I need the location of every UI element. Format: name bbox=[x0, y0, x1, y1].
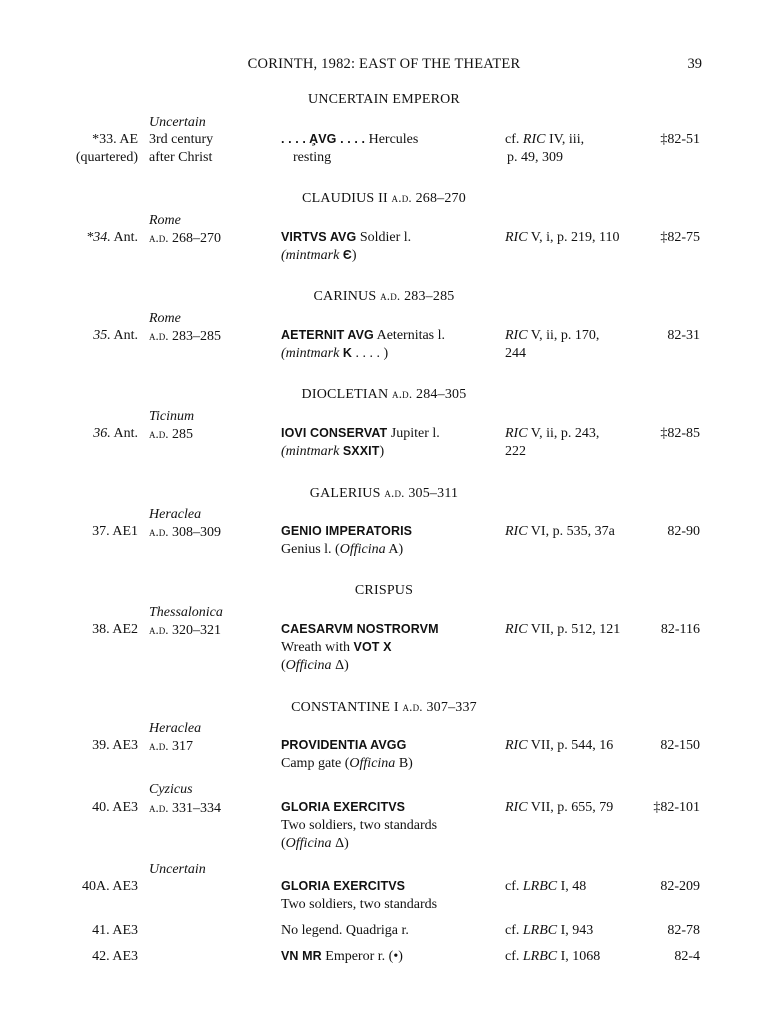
ref-work: RIC bbox=[505, 738, 528, 753]
mintmark-label: (mintmark bbox=[281, 444, 343, 459]
reference-cont: p. 49, 309 bbox=[507, 150, 563, 165]
reference bbox=[505, 523, 615, 540]
reign-dates: 283–285 bbox=[404, 289, 455, 304]
catalog-number bbox=[0, 425, 138, 442]
mintmark-value: Є bbox=[342, 248, 352, 262]
section-crispus: CRISPUS bbox=[354, 583, 414, 598]
era: a.d. bbox=[149, 738, 169, 753]
description-cont: Two soldiers, two standards bbox=[281, 818, 438, 833]
reference bbox=[505, 878, 586, 895]
reference bbox=[505, 948, 600, 965]
ref-detail: VII, p. 512, 121 bbox=[527, 622, 621, 637]
era: a.d. bbox=[149, 800, 169, 815]
date bbox=[149, 229, 221, 247]
officina-label: Officina bbox=[285, 658, 332, 673]
era: a.d. bbox=[391, 190, 412, 205]
era: a.d. bbox=[149, 328, 169, 343]
section-carinus bbox=[0, 287, 768, 305]
ref-detail: VI, p. 535, 37a bbox=[527, 524, 615, 539]
section-constantine-i bbox=[0, 698, 768, 716]
inventory-number: ‡82-75 bbox=[660, 230, 700, 245]
wreath-legend: VOT X bbox=[353, 640, 392, 654]
catalog-number: 40. AE3 bbox=[92, 800, 138, 815]
date: 3rd century bbox=[149, 132, 214, 147]
era: a.d. bbox=[380, 288, 401, 303]
catalog-number: 39. AE3 bbox=[92, 738, 138, 753]
years: 331–334 bbox=[168, 801, 221, 816]
inventory-number: 82-4 bbox=[674, 949, 700, 964]
inventory-number: 82-209 bbox=[660, 879, 700, 894]
reference bbox=[505, 799, 613, 816]
ref-detail: IV, iii, bbox=[545, 132, 585, 147]
legend: VIRTVS AVG bbox=[281, 230, 357, 244]
officina-value: A) bbox=[385, 542, 404, 557]
mintmark bbox=[281, 443, 384, 460]
ref-prefix: cf. bbox=[505, 923, 523, 938]
ref-detail: V, i, p. 219, 110 bbox=[527, 230, 620, 245]
description bbox=[281, 799, 405, 816]
inventory-number: 82-31 bbox=[667, 328, 700, 343]
mintmark bbox=[281, 345, 388, 362]
inventory-number: 82-90 bbox=[667, 524, 700, 539]
ref-detail: VII, p. 655, 79 bbox=[527, 800, 614, 815]
catalog-number: *33. AE bbox=[92, 132, 138, 147]
inventory-number: 82-116 bbox=[660, 622, 700, 637]
description bbox=[281, 948, 403, 965]
running-head: CORINTH, 1982: EAST OF THE THEATER bbox=[247, 56, 521, 72]
ref-work: RIC bbox=[505, 622, 528, 637]
mint: Heraclea bbox=[149, 721, 202, 736]
officina bbox=[281, 835, 349, 852]
officina-label: Officina bbox=[349, 756, 396, 771]
years: 285 bbox=[168, 427, 193, 442]
era: a.d. bbox=[149, 524, 169, 539]
era: a.d. bbox=[149, 230, 169, 245]
ref-detail: I, 48 bbox=[557, 879, 587, 894]
inventory-number: ‡82-101 bbox=[653, 800, 700, 815]
mintmark-value: SXXIT bbox=[342, 444, 380, 458]
reference-cont: 244 bbox=[505, 346, 526, 361]
ref-work: RIC bbox=[505, 524, 528, 539]
date bbox=[149, 737, 193, 755]
years: 308–309 bbox=[168, 525, 221, 540]
years: 320–321 bbox=[168, 623, 221, 638]
ref-work: RIC bbox=[505, 426, 528, 441]
officina-value: Δ) bbox=[331, 836, 349, 851]
denomination: Ant. bbox=[110, 230, 138, 245]
reign-dates: 307–337 bbox=[426, 700, 477, 715]
date-cont: after Christ bbox=[149, 150, 213, 165]
legend: GLORIA EXERCITVS bbox=[281, 879, 406, 893]
mintmark-value: K bbox=[342, 346, 352, 360]
description bbox=[281, 327, 445, 344]
section-uncertain-emperor: UNCERTAIN EMPEROR bbox=[308, 92, 460, 107]
mint: Heraclea bbox=[149, 507, 202, 522]
ref-work: LRBC bbox=[522, 879, 558, 894]
emperor-name: CONSTANTINE I bbox=[291, 700, 399, 715]
mintmark-label: (mintmark bbox=[281, 346, 343, 361]
type: Genius l. ( bbox=[281, 542, 340, 557]
description bbox=[281, 878, 405, 895]
ref-work: RIC bbox=[505, 328, 528, 343]
section-claudius-ii bbox=[0, 189, 768, 207]
mintmark-end: . . . . ) bbox=[351, 346, 389, 361]
legend: GENIO IMPERATORIS bbox=[281, 524, 413, 538]
date bbox=[149, 523, 221, 541]
catalog-number bbox=[0, 229, 138, 246]
emperor-name: GALERIUS bbox=[309, 486, 381, 501]
inventory-number: ‡82-51 bbox=[660, 132, 700, 147]
inventory-number: ‡82-85 bbox=[660, 426, 700, 441]
mint: Thessalonica bbox=[149, 605, 223, 620]
page-number: 39 bbox=[687, 56, 702, 72]
reference bbox=[505, 425, 599, 442]
catalog-number: 41. AE3 bbox=[92, 923, 138, 938]
legend: GLORIA EXERCITVS bbox=[281, 800, 406, 814]
ref-detail: I, 1068 bbox=[557, 949, 601, 964]
description bbox=[281, 131, 418, 148]
type: Camp gate ( bbox=[281, 756, 350, 771]
officina-label: Officina bbox=[339, 542, 386, 557]
ref-detail: V, ii, p. 170, bbox=[527, 328, 600, 343]
ref-work: RIC bbox=[505, 800, 528, 815]
date bbox=[149, 425, 193, 443]
era: a.d. bbox=[149, 622, 169, 637]
years: 268–270 bbox=[168, 231, 221, 246]
era: a.d. bbox=[392, 386, 413, 401]
ref-prefix: cf. bbox=[505, 949, 523, 964]
officina bbox=[281, 657, 349, 674]
description-cont: Two soldiers, two standards bbox=[281, 897, 438, 912]
reference bbox=[505, 737, 613, 754]
date bbox=[149, 621, 221, 639]
legend: AETERNIT AVG bbox=[281, 328, 374, 342]
description bbox=[281, 737, 406, 754]
description-cont bbox=[281, 541, 403, 558]
ref-work: LRBC bbox=[522, 949, 558, 964]
type: Hercules bbox=[365, 132, 419, 147]
description-cont bbox=[281, 755, 413, 772]
date bbox=[149, 327, 221, 345]
mint: Uncertain bbox=[149, 862, 206, 877]
mint: Rome bbox=[149, 311, 181, 326]
legend: PROVIDENTIA AVGG bbox=[281, 738, 407, 752]
legend: . . . . A̧VG . . . . bbox=[281, 132, 366, 146]
type: Emperor r. (•) bbox=[321, 949, 403, 964]
inventory-number: 82-78 bbox=[667, 923, 700, 938]
reign-dates: 305–311 bbox=[408, 486, 459, 501]
ref-detail: V, ii, p. 243, bbox=[527, 426, 600, 441]
type: Jupiter l. bbox=[387, 426, 440, 441]
ref-detail: I, 943 bbox=[557, 923, 594, 938]
catalog-number: 42. AE3 bbox=[92, 949, 138, 964]
catalog-number: 38. AE2 bbox=[92, 622, 138, 637]
mint: Uncertain bbox=[149, 115, 206, 130]
ref-detail: VII, p. 544, 16 bbox=[527, 738, 614, 753]
description-cont bbox=[281, 639, 392, 656]
ref-work: RIC bbox=[505, 230, 528, 245]
number: 36. bbox=[93, 426, 111, 441]
legend: IOVI CONSERVAT bbox=[281, 426, 388, 440]
officina-value: Δ) bbox=[331, 658, 349, 673]
ref-prefix: cf. bbox=[505, 879, 523, 894]
ref-work: RIC bbox=[522, 132, 546, 147]
officina-label: Officina bbox=[285, 836, 332, 851]
era: a.d. bbox=[384, 485, 405, 500]
reference bbox=[505, 131, 584, 148]
reference-cont: 222 bbox=[505, 444, 526, 459]
denomination: Ant. bbox=[110, 426, 138, 441]
catalog-number: 40A. AE3 bbox=[82, 879, 138, 894]
years: 317 bbox=[168, 739, 193, 754]
description bbox=[281, 523, 412, 540]
reign-dates: 268–270 bbox=[415, 191, 466, 206]
type: Soldier l. bbox=[356, 230, 412, 245]
section-diocletian bbox=[0, 385, 768, 403]
mintmark-end: ) bbox=[351, 248, 357, 263]
reference bbox=[505, 327, 599, 344]
legend: CAESARVM NOSTRORVM bbox=[281, 622, 439, 636]
emperor-name: DIOCLETIAN bbox=[301, 387, 389, 402]
description bbox=[281, 229, 411, 246]
era: a.d. bbox=[149, 426, 169, 441]
description-cont: resting bbox=[293, 150, 332, 165]
catalog-note: (quartered) bbox=[75, 150, 138, 165]
catalog-number: 37. AE1 bbox=[92, 524, 138, 539]
ref-work: LRBC bbox=[522, 923, 558, 938]
years: 283–285 bbox=[168, 329, 221, 344]
mintmark-end: ) bbox=[379, 444, 385, 459]
reference bbox=[505, 922, 593, 939]
catalog-number bbox=[0, 327, 138, 344]
reference bbox=[505, 229, 620, 246]
paren: ( bbox=[281, 658, 286, 673]
emperor-name: CLAUDIUS II bbox=[302, 191, 388, 206]
paren: ( bbox=[281, 836, 286, 851]
mint: Rome bbox=[149, 213, 181, 228]
section-galerius bbox=[0, 484, 768, 502]
era: a.d. bbox=[402, 699, 423, 714]
description bbox=[281, 425, 440, 442]
mintmark bbox=[281, 247, 357, 264]
legend: VN MR bbox=[281, 949, 322, 963]
emperor-name: CARINUS bbox=[313, 289, 377, 304]
number: 35. bbox=[93, 328, 111, 343]
description: No legend. Quadriga r. bbox=[281, 923, 409, 938]
mint: Ticinum bbox=[149, 409, 195, 424]
number: *34. bbox=[86, 230, 111, 245]
mint: Cyzicus bbox=[149, 782, 193, 797]
mintmark-label: (mintmark bbox=[281, 248, 343, 263]
inventory-number: 82-150 bbox=[660, 738, 700, 753]
reference bbox=[505, 621, 620, 638]
type: Wreath with bbox=[281, 640, 354, 655]
ref-prefix: cf. bbox=[505, 132, 523, 147]
type: Aeternitas l. bbox=[373, 328, 446, 343]
date bbox=[149, 799, 221, 817]
description bbox=[281, 621, 439, 638]
reign-dates: 284–305 bbox=[416, 387, 467, 402]
denomination: Ant. bbox=[110, 328, 138, 343]
officina-value: B) bbox=[395, 756, 413, 771]
